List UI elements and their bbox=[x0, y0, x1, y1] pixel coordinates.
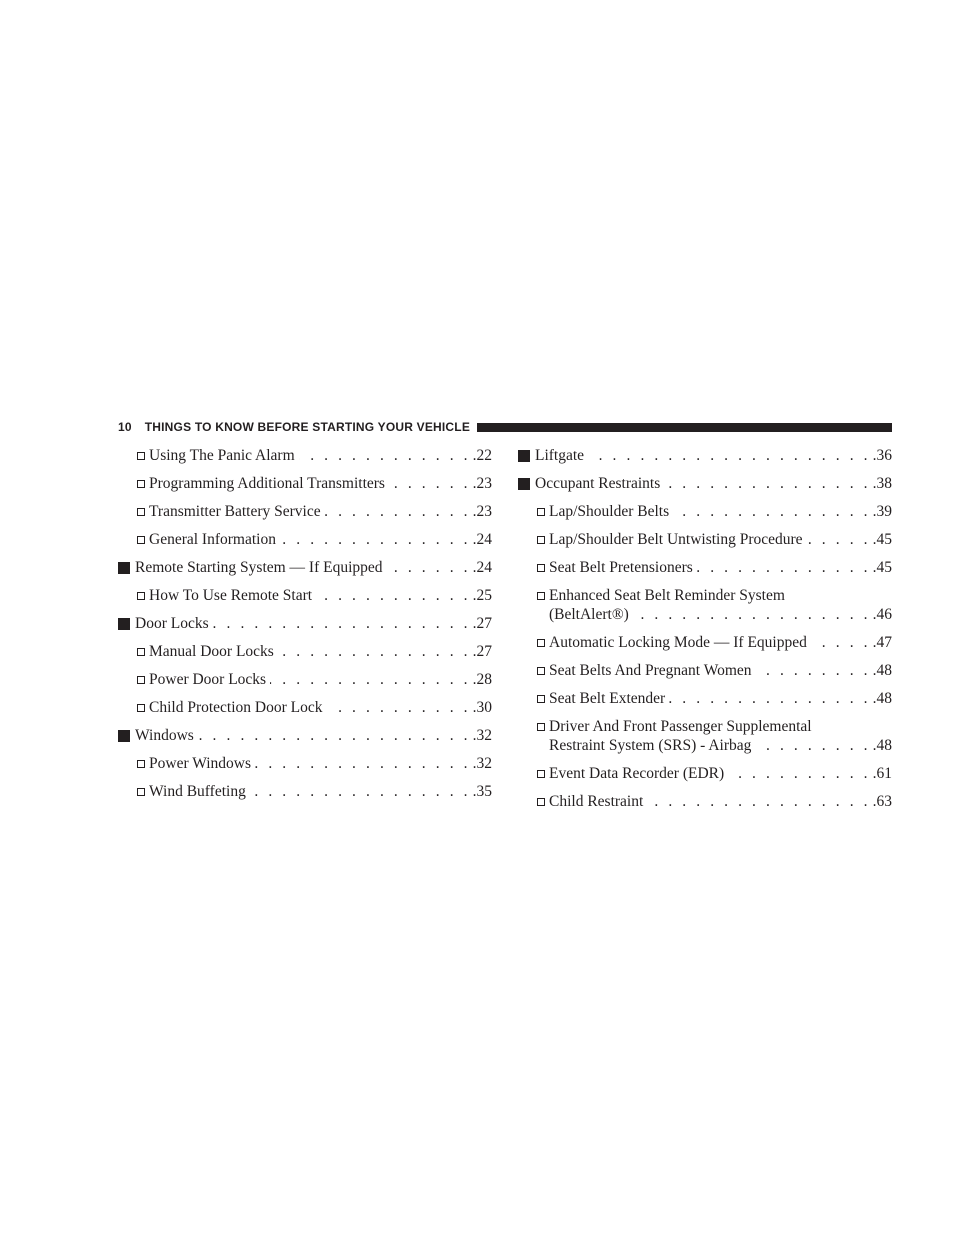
toc-entry-title: How To Use Remote Start bbox=[149, 587, 313, 604]
toc-entry-title: Child Restraint bbox=[549, 793, 644, 810]
open-square-bullet-icon bbox=[537, 764, 545, 778]
toc-entry[interactable] bbox=[118, 726, 492, 745]
leader-dots bbox=[280, 530, 471, 549]
toc-page-number: .35 bbox=[472, 783, 492, 800]
toc-page-number: .61 bbox=[872, 765, 892, 782]
leader-dots bbox=[389, 474, 471, 493]
open-square-bullet-icon bbox=[537, 502, 545, 516]
leader-dots bbox=[316, 586, 471, 605]
leader-dots bbox=[633, 605, 871, 624]
leader-dots bbox=[756, 661, 871, 680]
leader-dots bbox=[664, 474, 870, 493]
toc-page-number: .24 bbox=[472, 531, 492, 548]
toc-entry[interactable] bbox=[118, 558, 492, 577]
toc-entry-title: Power Door Locks bbox=[149, 671, 267, 688]
leader-dots bbox=[387, 558, 471, 577]
leader-dots bbox=[755, 736, 870, 755]
toc-entry-title: Driver And Front Passenger Supplemental bbox=[549, 718, 812, 735]
leader-dots bbox=[250, 782, 471, 801]
toc-entry[interactable] bbox=[118, 586, 492, 605]
toc-entry-title: (BeltAlert®) bbox=[549, 606, 629, 623]
toc-entry[interactable] bbox=[518, 661, 892, 680]
toc-page-number: .47 bbox=[872, 634, 892, 651]
header-rule bbox=[477, 423, 892, 432]
toc-entry-title: Seat Belt Extender bbox=[549, 690, 666, 707]
toc-entry[interactable] bbox=[518, 717, 892, 755]
toc-page-number: .28 bbox=[472, 671, 492, 688]
toc-entry[interactable] bbox=[518, 792, 892, 811]
leader-dots bbox=[673, 502, 871, 521]
leader-dots bbox=[669, 689, 870, 708]
toc-page-number: .32 bbox=[472, 727, 492, 744]
filled-square-bullet-icon bbox=[118, 726, 130, 742]
toc-entry-title: Using The Panic Alarm bbox=[149, 447, 295, 464]
leader-dots bbox=[811, 633, 871, 652]
open-square-bullet-icon bbox=[137, 530, 145, 544]
toc-entry-title: Restraint System (SRS) - Airbag bbox=[549, 737, 752, 754]
toc-entry[interactable] bbox=[118, 502, 492, 521]
toc-page-number: .27 bbox=[472, 643, 492, 660]
toc-entry[interactable] bbox=[118, 530, 492, 549]
open-square-bullet-icon bbox=[137, 670, 145, 684]
toc-entry-title: Seat Belts And Pregnant Women bbox=[549, 662, 752, 679]
toc-entry-title: Liftgate bbox=[535, 447, 585, 464]
toc-entry-title: Programming Additional Transmitters bbox=[149, 475, 385, 492]
toc-entry[interactable] bbox=[518, 446, 892, 465]
toc-right-column bbox=[518, 446, 892, 820]
open-square-bullet-icon bbox=[137, 754, 145, 768]
leader-dots bbox=[198, 726, 471, 745]
filled-square-bullet-icon bbox=[518, 474, 530, 490]
toc-entry[interactable] bbox=[518, 530, 892, 549]
toc-page-number: .23 bbox=[472, 475, 492, 492]
open-square-bullet-icon bbox=[537, 530, 545, 544]
toc-page-number: .63 bbox=[872, 793, 892, 810]
toc-entry[interactable] bbox=[518, 502, 892, 521]
open-square-bullet-icon bbox=[137, 642, 145, 656]
toc-entry[interactable] bbox=[118, 446, 492, 465]
toc-entry[interactable] bbox=[118, 474, 492, 493]
leader-dots bbox=[327, 698, 471, 717]
chapter-title: THINGS TO KNOW BEFORE STARTING YOUR VEHICLE bbox=[144, 420, 471, 434]
toc-entry[interactable] bbox=[518, 558, 892, 577]
toc-entry-title: Transmitter Battery Service bbox=[149, 503, 321, 520]
toc-entry[interactable] bbox=[118, 754, 492, 773]
leader-dots bbox=[807, 530, 871, 549]
filled-square-bullet-icon bbox=[118, 614, 130, 630]
open-square-bullet-icon bbox=[137, 502, 145, 516]
open-square-bullet-icon bbox=[537, 558, 545, 572]
toc-entry-title: Lap/Shoulder Belt Untwisting Procedure bbox=[549, 531, 803, 548]
toc-entry-title: Door Locks bbox=[135, 615, 209, 632]
page-number: 10 bbox=[118, 420, 132, 434]
toc-entry-title: Child Protection Door Lock bbox=[149, 699, 323, 716]
toc-page-number: .30 bbox=[472, 699, 492, 716]
running-header bbox=[118, 419, 892, 435]
open-square-bullet-icon bbox=[537, 717, 545, 731]
toc-page-number: .48 bbox=[872, 737, 892, 754]
toc-entry-title: General Information bbox=[149, 531, 276, 548]
leader-dots bbox=[647, 792, 870, 811]
leader-dots bbox=[728, 764, 870, 783]
toc-entry-title: Manual Door Locks bbox=[149, 643, 274, 660]
toc-entry[interactable] bbox=[518, 633, 892, 652]
toc-entry-title: Lap/Shoulder Belts bbox=[549, 503, 670, 520]
toc-entry-title: Enhanced Seat Belt Reminder System bbox=[549, 587, 785, 604]
toc-page-number: .39 bbox=[872, 503, 892, 520]
toc-entry[interactable] bbox=[118, 782, 492, 801]
toc-page-number: .45 bbox=[872, 559, 892, 576]
open-square-bullet-icon bbox=[537, 689, 545, 703]
toc-page-number: .22 bbox=[472, 447, 492, 464]
leader-dots bbox=[278, 642, 471, 661]
toc-page-number: .25 bbox=[472, 587, 492, 604]
filled-square-bullet-icon bbox=[518, 446, 530, 462]
open-square-bullet-icon bbox=[137, 474, 145, 488]
toc-entry[interactable] bbox=[518, 764, 892, 783]
leader-dots bbox=[325, 502, 471, 521]
toc-page-number: .23 bbox=[472, 503, 492, 520]
toc-entry[interactable] bbox=[118, 642, 492, 661]
leader-dots bbox=[588, 446, 871, 465]
toc-entry-title: Seat Belt Pretensioners bbox=[549, 559, 693, 576]
toc-page-number: .27 bbox=[472, 615, 492, 632]
leader-dots bbox=[697, 558, 871, 577]
toc-page-number: .46 bbox=[872, 606, 892, 623]
open-square-bullet-icon bbox=[137, 586, 145, 600]
toc-page-number: .45 bbox=[872, 531, 892, 548]
toc-entry[interactable] bbox=[118, 614, 492, 633]
open-square-bullet-icon bbox=[537, 792, 545, 806]
toc-page-number: .32 bbox=[472, 755, 492, 772]
toc-left-column bbox=[118, 446, 492, 810]
toc-entry[interactable] bbox=[518, 689, 892, 708]
toc-entry-title: Remote Starting System — If Equipped bbox=[135, 559, 383, 576]
toc-entry[interactable] bbox=[518, 474, 892, 493]
leader-dots bbox=[270, 670, 471, 689]
open-square-bullet-icon bbox=[137, 782, 145, 796]
toc-entry-title: Windows bbox=[135, 727, 194, 744]
open-square-bullet-icon bbox=[537, 586, 545, 600]
open-square-bullet-icon bbox=[137, 698, 145, 712]
open-square-bullet-icon bbox=[137, 446, 145, 460]
leader-dots bbox=[213, 614, 471, 633]
open-square-bullet-icon bbox=[537, 633, 545, 647]
toc-page-number: .48 bbox=[872, 690, 892, 707]
toc-entry-title: Event Data Recorder (EDR) bbox=[549, 765, 725, 782]
toc-entry[interactable] bbox=[118, 670, 492, 689]
toc-page-number: .36 bbox=[872, 447, 892, 464]
toc-entry-title: Power Windows bbox=[149, 755, 251, 772]
leader-dots bbox=[255, 754, 471, 773]
filled-square-bullet-icon bbox=[118, 558, 130, 574]
toc-entry-title: Automatic Locking Mode — If Equipped bbox=[549, 634, 807, 651]
toc-entry-title: Wind Buffeting bbox=[149, 783, 246, 800]
toc-entry-title: Occupant Restraints bbox=[535, 475, 661, 492]
toc-entry[interactable] bbox=[118, 698, 492, 717]
toc-entry[interactable] bbox=[518, 586, 892, 624]
open-square-bullet-icon bbox=[537, 661, 545, 675]
toc-page-number: .48 bbox=[872, 662, 892, 679]
toc-page-number: .24 bbox=[472, 559, 492, 576]
leader-dots bbox=[299, 446, 471, 465]
toc-page-number: .38 bbox=[872, 475, 892, 492]
